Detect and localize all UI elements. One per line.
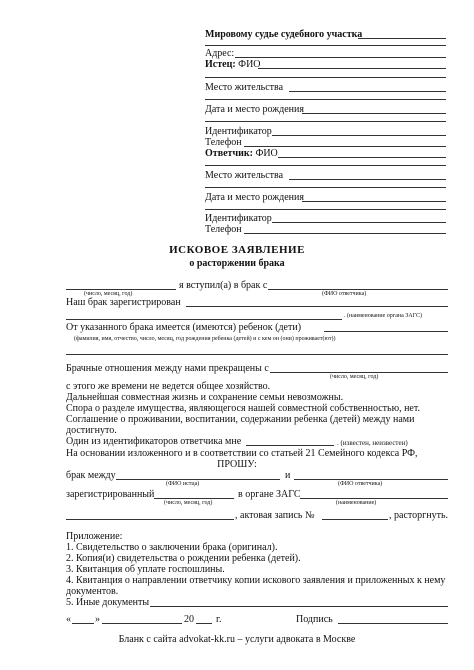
appendix-item: 2. Копия(и) свидетельства о рождении ребенка (детей). xyxy=(66,553,301,564)
registration-line-2 xyxy=(66,319,342,320)
appendix-item: документов. xyxy=(66,586,119,597)
plaintiff-id-label: Идентификатор xyxy=(205,126,272,137)
identifier-hint: . (известен, неизвестен) xyxy=(337,439,408,447)
appendix-label: Приложение: xyxy=(66,531,123,542)
plaintiff-name-line xyxy=(116,479,280,480)
signature-label: Подпись xyxy=(296,614,333,625)
appendix-item: 1. Свидетельство о заключении брака (оригинал). xyxy=(66,542,278,553)
defendant-phone-label: Телефон xyxy=(205,224,242,235)
marriage-date-hint: (число, месяц, год) xyxy=(84,291,133,297)
children-line-2 xyxy=(66,354,448,355)
registry-office-hint: . (наименование органа ЗАГС) xyxy=(344,313,422,319)
day-line xyxy=(72,623,94,624)
paragraph-4a: Соглашение о проживании, воспитании, содержании ребенка (детей) между нами xyxy=(66,414,415,425)
defendant-residence-label: Место жительства xyxy=(205,170,284,181)
defendant-birth-line-2 xyxy=(205,209,446,210)
request-heading: ПРОШУ: xyxy=(217,459,257,470)
registered-date-line xyxy=(154,498,234,499)
relations-ended-line xyxy=(270,372,448,373)
court-number-line xyxy=(358,38,446,39)
court-extra-line xyxy=(205,45,446,46)
defendant-fio-line-2 xyxy=(205,165,446,166)
defendant-residence-line-2 xyxy=(205,187,446,188)
address-label: Адрес: xyxy=(205,48,235,59)
paragraph-4b: достигнуто. xyxy=(66,425,117,436)
defendant-name-line xyxy=(294,479,448,480)
date-quote-close: » xyxy=(95,614,100,625)
defendant-residence-line xyxy=(289,179,446,180)
plaintiff-birth-line xyxy=(302,113,446,114)
record-number-line xyxy=(322,519,388,520)
document-title: ИСКОВОЕ ЗАЯВЛЕНИЕ xyxy=(169,244,305,256)
defendant-id-label: Идентификатор xyxy=(205,213,272,224)
court-addressee: Мировому судье судебного участка xyxy=(205,29,363,40)
registration-text: Наш брак зарегистрирован xyxy=(66,297,181,308)
children-text: От указанного брака имеется (имеются) ребенок (дети) xyxy=(66,322,302,333)
plaintiff-label: Истец: ФИО xyxy=(205,59,261,70)
plaintiff-fio-line-2 xyxy=(205,77,446,78)
address-line xyxy=(235,57,446,58)
year-line xyxy=(196,623,212,624)
footer-text: Бланк с сайта advokat-kk.ru – услуги адвоката в Москве xyxy=(118,634,356,645)
defendant-name-hint: (ФИО ответчика) xyxy=(338,481,383,487)
legal-basis-text: На основании изложенного и в соответствии со статьей 21 Семейного кодекса РФ, xyxy=(66,448,418,459)
plaintiff-phone-label: Телефон xyxy=(205,137,242,148)
month-line xyxy=(102,623,182,624)
appendix-item: 4. Квитанция о направлении ответчику копии искового заявления и приложенных к нему xyxy=(66,575,446,586)
signature-line xyxy=(338,623,448,624)
plaintiff-residence-line-2 xyxy=(205,99,446,100)
registry-office-text: в органе ЗАГС xyxy=(238,489,301,500)
defendant-id-line xyxy=(272,222,446,223)
paragraph-1: с этого же времени не ведется общее хозяйство. xyxy=(66,381,271,392)
paragraph-3: Спора о разделе имущества, являющегося нашей совместной собственностью, нет. xyxy=(66,403,420,414)
record-number-text: , актовая запись № xyxy=(235,510,315,521)
and-text: и xyxy=(285,470,291,481)
plaintiff-residence-label: Место жительства xyxy=(205,82,284,93)
registration-line xyxy=(186,306,448,307)
spouse-fio-line xyxy=(268,289,448,290)
plaintiff-birth-line-2 xyxy=(205,121,446,122)
defendant-birth-label: Дата и место рождения xyxy=(205,192,304,203)
appendix-item: 3. Квитанция об уплате госпошлины. xyxy=(66,564,225,575)
plaintiff-fio-line xyxy=(258,68,446,69)
defendant-birth-line xyxy=(302,201,446,202)
defendant-fio-line xyxy=(278,157,446,158)
relations-ended-text: Брачные отношения между нами прекращены с xyxy=(66,363,269,374)
date-quote-open: « xyxy=(66,614,71,625)
plaintiff-id-line xyxy=(272,135,446,136)
marriage-date-line xyxy=(66,289,176,290)
registry-line-2 xyxy=(66,519,234,520)
plaintiff-birth-label: Дата и место рождения xyxy=(205,104,304,115)
plaintiff-phone-line xyxy=(244,146,446,147)
children-line xyxy=(324,331,448,332)
defendant-phone-line xyxy=(244,233,446,234)
identifier-line xyxy=(246,445,334,446)
children-hint: (фамилия, имя, отчество, число, месяц, год рождения ребенка (детей) и с кем он (они) проживает(ют)) xyxy=(74,336,336,342)
plaintiff-name-hint: (ФИО истца) xyxy=(166,481,200,487)
dissolve-text: , расторгнуть. xyxy=(389,510,448,521)
defendant-label: Ответчик: ФИО xyxy=(205,148,278,159)
registered-text: зарегистрированный xyxy=(66,489,155,500)
relations-ended-hint: (число, месяц, год) xyxy=(330,374,379,380)
marriage-text: я вступил(а) в брак с xyxy=(179,280,268,291)
paragraph-2: Дальнейшая совместная жизнь и сохранение семьи невозможны. xyxy=(66,392,344,403)
other-documents-line xyxy=(150,606,448,607)
spouse-fio-hint: (ФИО ответчика) xyxy=(322,291,367,297)
registered-date-hint: (число, месяц, год) xyxy=(164,500,213,506)
year-prefix: 20 xyxy=(184,614,194,625)
identifier-text: Один из идентификаторов ответчика мне xyxy=(66,436,242,447)
registry-office-line xyxy=(300,498,448,499)
plaintiff-residence-line xyxy=(289,91,446,92)
document-subtitle: о расторжении брака xyxy=(189,258,285,269)
appendix-item: 5. Иные документы xyxy=(66,597,150,608)
registry-name-hint: (наименование) xyxy=(336,500,377,506)
year-suffix: г. xyxy=(216,614,222,625)
divorce-text: брак между xyxy=(66,470,116,481)
